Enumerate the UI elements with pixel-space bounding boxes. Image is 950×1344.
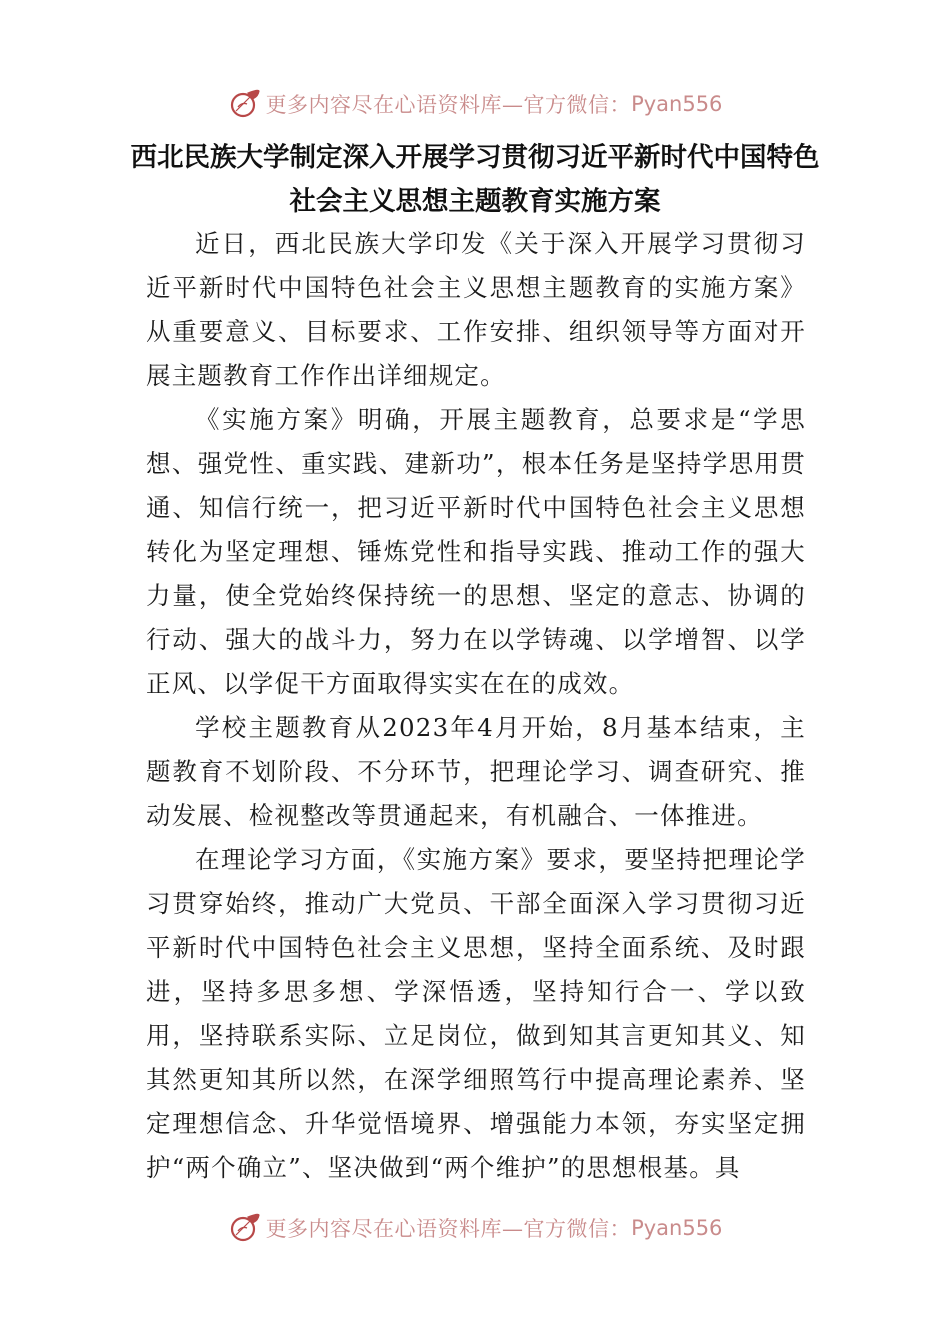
quill-seal-icon	[228, 87, 262, 121]
document-title: 西北民族大学制定深入开展学习贯彻习近平新时代中国特色社会主义思想主题教育实施方案	[130, 142, 820, 217]
paragraph: 近日，西北民族大学印发《关于深入开展学习贯彻习近平新时代中国特色社会主义思想主题教育的实施方案》从重要意义、目标要求、工作安排、组织领导等方面对开展主题教育工作作出详细规定。	[146, 229, 806, 390]
watermark-text: 更多内容尽在心语资料库—官方微信：	[265, 93, 632, 117]
paragraph: 在理论学习方面，《实施方案》要求，要坚持把理论学习贯穿始终，推动广大党员、干部全面深入学习贯彻习近平新时代中国特色社会主义思想，坚持全面系统、及时跟进，坚持多思多想、学深悟透，坚持知行合一、学以致用，坚持联系实际、立足岗位，做到知其言更知其义、知其然更知其所以然，在深学细照笃行中提高理论素养、坚定理想信念、升华觉悟境界、增强能力本领，夯实坚定拥护“两个确立”、坚决做到“两个维护”的思想根基。具	[146, 845, 806, 1182]
header-watermark	[0, 84, 950, 124]
document-body	[146, 222, 806, 1190]
quill-seal-icon	[228, 1211, 262, 1245]
watermark-handle: Pyan556	[631, 92, 723, 116]
watermark-text: 更多内容尽在心语资料库—官方微信：	[265, 1217, 632, 1241]
watermark-handle: Pyan556	[631, 1216, 723, 1240]
paragraph: 《实施方案》明确，开展主题教育，总要求是“学思想、强党性、重实践、建新功”，根本任务是坚持学思用贯通、知信行统一，把习近平新时代中国特色社会主义思想转化为坚定理想、锤炼党性和指导实践、推动工作的强大力量，使全党始终保持统一的思想、坚定的意志、协调的行动、强大的战斗力，努力在以学铸魂、以学增智、以学正风、以学促干方面取得实实在在的成效。	[146, 405, 806, 698]
paragraph: 学校主题教育从2023年4月开始，8月基本结束，主题教育不划阶段、不分环节，把理论学习、调查研究、推动发展、检视整改等贯通起来，有机融合、一体推进。	[146, 713, 806, 830]
footer-watermark	[0, 1208, 950, 1248]
